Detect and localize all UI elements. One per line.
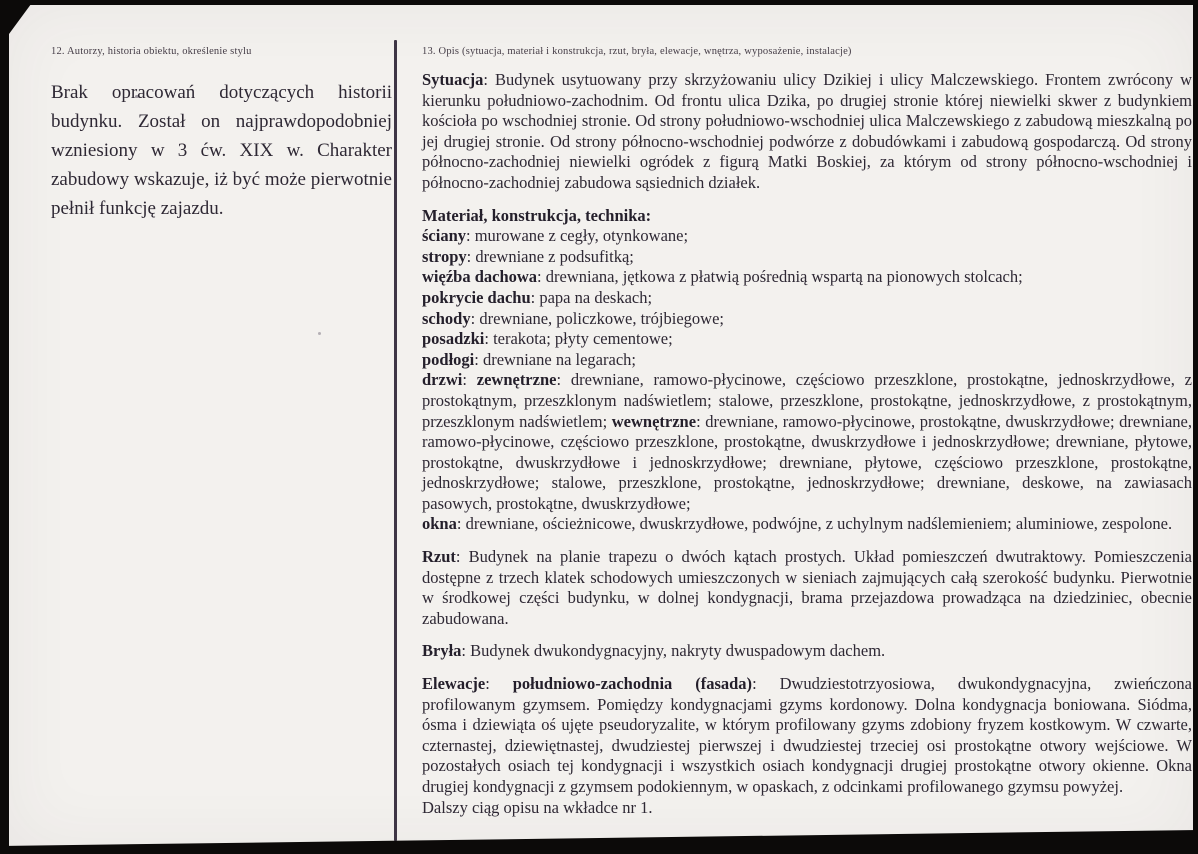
para-wiezba-dachowa [422, 267, 1192, 288]
para-drzwi [422, 370, 1192, 514]
text-run: : drewniane, ramowo-płycinowe, prostokątne, dwuskrzydłowe; drewniane, ramowo-płycinowe, częściowo przeszklone, prostokątne, dwuskrzydłowe i jednoskrzydłowe; drewniane, płytowe, prostokątne, dwuskrzydłowe i jednoskrzydłowe; drewniane, płytowe, częściowo przeszklone, prostokątne, jednoskrzydłowe; stalowe, przeszklone, prostokątne, jednoskrzydłowe; drewniane, deskowe, na zawiasach pasowych, prostokątne, dwuskrzydłowe; [422, 411, 1192, 513]
para-stropy [422, 247, 1192, 268]
para-sytuacja [422, 70, 1192, 194]
para-ciag-dalszy [422, 798, 1192, 819]
text-run: Dalszy ciąg opisu na wkładce nr 1. [422, 797, 653, 817]
section-12 [51, 46, 392, 242]
para-bryla [422, 641, 1192, 662]
para-elewacje [422, 674, 1192, 798]
text-run: : [485, 674, 513, 694]
document-page [9, 5, 1193, 847]
text-run: : Budynek dwukondygnacyjny, nakryty dwuspadowym dachem. [461, 641, 886, 661]
bold-run: więźba dachowa [422, 267, 538, 287]
bold-run: zewnętrzne [476, 370, 557, 390]
bold-run: wewnętrzne [611, 411, 697, 431]
bold-run: posadzki [422, 329, 485, 349]
bold-run: stropy [422, 246, 467, 266]
text-run: : Budynek usytuowany przy skrzyżowaniu ulicy Dzikiej i ulicy Malczewskiego. Frontem zwrócony w kierunku południowo-zachodnim. Od frontu ulica Dzika, po drugiej stronie której niewielki skwer z budynkiem kościoła po wschodniej stronie. Od strony południowo-wschodniej ulica Malczewskiego z zabudową mieszkalną po jej drugiej stronie. Od strony północno-wschodniej podwórze z dobudówkami i zabudową gospodarczą. Od strony północno-zachodniej niewielki ogródek z figurą Matki Boskiej, za którym od strony północno-wschodniej i północno-zachodniej zabudowa sąsiednich działek. [422, 70, 1192, 192]
section-13-label: 13. Opis (sytuacja, materiał i konstrukcja, rzut, bryła, elewacje, wnętrza, wyposażenie, instalacje) [422, 46, 852, 57]
bold-run: Bryła [422, 641, 462, 661]
para-material-naglowek [422, 206, 1192, 227]
text-run: : drewniane na legarach; [474, 349, 636, 369]
bold-run: Elewacje [422, 674, 486, 694]
bold-run: podłogi [422, 349, 475, 369]
bold-run: południowo-zachodnia (fasada) [512, 674, 753, 694]
bold-run: drzwi [422, 370, 463, 390]
text-run: : terakota; płyty cementowe; [484, 329, 673, 349]
text-run: : drewniane, ramowo-płycinowe, częściowo przeszklone, prostokątne, jednoskrzydłowe, z prostokątnym, przeszklonym nadświetlem; stalowe, przeszklone, prostokątne, jednoskrzydłowe, z prostokątnym, przeszklonym nadświetlem; [422, 370, 1192, 431]
para-sciany [422, 226, 1192, 247]
column-divider-line [394, 40, 397, 841]
bold-run: schody [422, 308, 471, 328]
text-run: : drewniane, policzkowe, trójbiegowe; [470, 308, 724, 328]
scan-speck [318, 332, 321, 335]
section-12-text: Brak opracowań dotyczących historii budynku. Został on najprawdopodobniej wzniesiony w 3 ćw. XIX w. Charakter zabudowy wskazuje, iż być może pierwotnie pełnił funkcję zajazdu. [51, 82, 392, 219]
para-okna [422, 514, 1192, 535]
text-run: : Dwudziestotrzyosiowa, dwukondygnacyjna, zwieńczona profilowanym gzymsem. Pomiędzy kondygnacjami gzyms kordonowy. Dolna kondygnacja boniowana. Siódma, ósma i dziewiąta oś ujęte pseudoryzalite, w którym profilowany gzyms zdobiony fryzem kostkowym. W czwarte, czternastej, dziewiętnastej, dwudziestej pierwszej i dwudziestej trzeciej osi prostokątne otwory wejściowe. W pozostałych osiach tej kondygnacji i wszystkich osiach kondygnacji drugiej prostokątne otwory okienne. Okna drugiej kondygnacji z gzymsem podokiennym, w opaskach, z odcinkami profilowanego gzymsu powyżej. [422, 674, 1192, 796]
bold-run: Rzut [422, 547, 456, 567]
text-run: : drewniane, ościeżnicowe, dwuskrzydłowe, podwójne, z uchylnym nadślemieniem; aluminiowe, zespolone. [456, 514, 1173, 534]
right-column-blocks [422, 70, 1192, 818]
bold-run: Sytuacja [422, 70, 484, 89]
para-schody [422, 309, 1192, 330]
text-run: : [462, 370, 477, 390]
para-pokrycie-dachu [422, 288, 1192, 309]
text-run: : murowane z cegły, otynkowane; [466, 226, 689, 246]
para-rzut [422, 547, 1192, 629]
section-13 [422, 46, 1192, 818]
bold-run: pokrycie dachu [422, 287, 531, 307]
text-run: : drewniana, jętkowa z płatwią pośrednią wspartą na pionowych stolcach; [537, 267, 1023, 287]
section-12-label: 12. Autorzy, historia obiektu, określenie stylu [51, 46, 252, 57]
bold-run: ściany [422, 226, 467, 246]
para-posadzki [422, 329, 1192, 350]
text-run: : Budynek na planie trapezu o dwóch kątach prostych. Układ pomieszczeń dwutraktowy. Pomieszczenia dostępne z trzech klatek schodowych umieszczonych w sieniach zajmujących całą szerokość budynku. Pierwotnie w środkowej części budynku, w dolnej kondygnacji, brama przejazdowa prowadząca na dziedziniec, obecnie zabudowana. [422, 547, 1192, 628]
para-podlogi [422, 350, 1192, 371]
bold-run: Materiał, konstrukcja, technika: [422, 205, 652, 225]
bold-run: okna [422, 514, 457, 534]
text-run: : papa na deskach; [530, 287, 653, 307]
text-run: : drewniane z podsufitką; [466, 246, 634, 266]
